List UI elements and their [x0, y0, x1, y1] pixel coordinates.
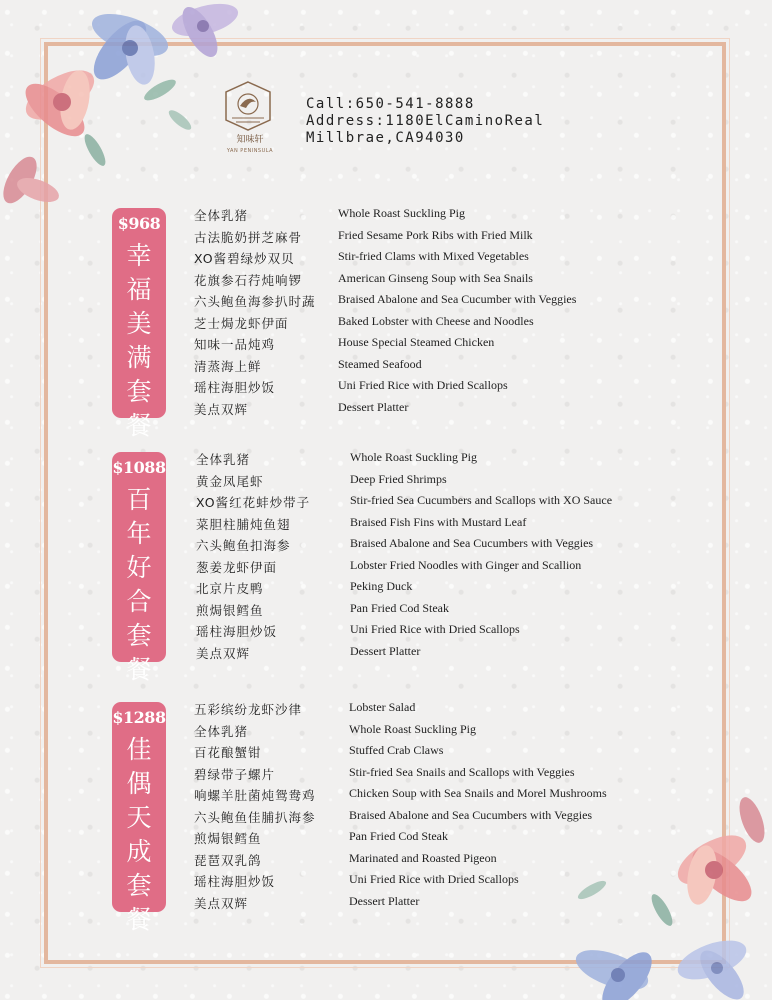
menu-item-chinese: 六头鲍鱼扣海参: [196, 538, 291, 553]
logo-chinese-name: 知味轩: [236, 135, 264, 145]
menu-item-english: Stir-fried Clams with Mixed Vegetables: [338, 249, 529, 263]
menu-item-chinese: XO酱红花蚌炒带子: [196, 495, 311, 510]
logo-english-name: YAN PENINSULA: [226, 148, 274, 154]
menu-item-chinese: 瑶柱海胆炒饭: [194, 874, 276, 889]
set-name: 幸 福 美 满 套 餐: [126, 241, 152, 440]
menu-item-chinese: 黄金凤尾虾: [196, 473, 264, 489]
menu-item-english: Lobster Fried Noodles with Ginger and Scallion: [350, 557, 582, 572]
menu-item-chinese: 碧绿带子螺片: [194, 766, 276, 782]
menu-item-english: Fried Sesame Pork Ribs with Fried Milk: [338, 227, 533, 242]
menu-item-chinese: 花旗参石荇炖响锣: [194, 272, 303, 288]
menu-item-english: Braised Abalone and Sea Cucumber with Veggies: [338, 292, 577, 306]
menu-item-chinese: 全体乳猪: [194, 208, 249, 223]
menu-item-english: Marinated and Roasted Pigeon: [349, 850, 497, 865]
set-name: 佳 偶 天 成 套 餐: [126, 735, 152, 934]
menu-item-english: Whole Roast Suckling Pig: [350, 450, 477, 464]
menu-item-english: Uni Fried Rice with Dried Scallops: [338, 378, 508, 392]
address-line-2: Millbrae,CA94030: [306, 130, 465, 146]
set-badge-1088: [112, 452, 166, 684]
menu-item-chinese: 琵琶双乳鸽: [194, 852, 262, 868]
contact-block: [306, 96, 544, 147]
menu-item-chinese: 百花酿蟹钳: [194, 745, 262, 760]
menu-item-chinese: 北京片皮鸭: [196, 581, 264, 596]
address-line-1: Address:1180ElCaminoReal: [306, 113, 545, 129]
menu-item-chinese: 清蒸海上鲜: [194, 358, 262, 374]
menu-item-chinese: 六头鲍鱼海参扒时蔬: [194, 294, 316, 309]
menu-item-english: Stir-fried Sea Cucumbers and Scallops with XO Sauce: [350, 493, 613, 507]
menu-item-english: Uni Fried Rice with Dried Scallops: [350, 622, 520, 636]
menu-item-english: Deep Fried Shrimps: [350, 471, 447, 486]
menu-item-chinese: XO酱碧绿炒双贝: [194, 251, 295, 266]
phone-text: Call:650-541-8888: [306, 96, 475, 112]
menu-item-english: Pan Fried Cod Steak: [349, 829, 448, 843]
menu-item-chinese: 菜胆柱脯炖鱼翅: [196, 516, 291, 532]
set-badge-1288: [112, 702, 166, 934]
menu-item-chinese: 知味一品炖鸡: [194, 337, 276, 352]
menu-item-english: Dessert Platter: [350, 643, 421, 658]
menu-item-english: Dessert Platter: [338, 399, 409, 414]
menu-item-chinese: 瑶柱海胆炒饭: [194, 380, 276, 395]
set-name: 百 年 好 合 套 餐: [126, 485, 152, 684]
menu-item-chinese: 芝士焗龙虾伊面: [194, 315, 289, 331]
menu-item-english: Braised Abalone and Sea Cucumbers with Veggies: [349, 807, 593, 822]
menu-item-english: Pan Fried Cod Steak: [350, 600, 449, 615]
menu-item-chinese: 全体乳猪: [196, 452, 251, 467]
menu-item-english: Braised Fish Fins with Mustard Leaf: [350, 514, 527, 529]
menu-item-english: American Ginseng Soup with Sea Snails: [338, 270, 533, 285]
menu-item-english: Steamed Seafood: [338, 356, 422, 371]
menu-item-english: Chicken Soup with Sea Snails and Morel Mushrooms: [349, 786, 607, 800]
menu-item-english: Dessert Platter: [349, 893, 420, 908]
menu-item-english: Braised Abalone and Sea Cucumbers with Veggies: [350, 536, 594, 550]
menu-item-english: Whole Roast Suckling Pig: [338, 206, 465, 220]
menu-item-english: Stuffed Crab Claws: [349, 743, 444, 757]
menu-item-chinese: 美点双辉: [196, 645, 251, 661]
menu-item-chinese: 美点双辉: [194, 401, 249, 417]
set-price: $1288: [112, 708, 166, 727]
menu-item-english: Uni Fried Rice with Dried Scallops: [349, 872, 519, 886]
menu-item-english: Baked Lobster with Cheese and Noodles: [338, 313, 534, 328]
menu-item-english: House Special Steamed Chicken: [338, 335, 495, 349]
set-price: $968: [117, 214, 161, 233]
menu-item-chinese: 响螺羊肚菌炖鸳鸯鸡: [194, 788, 316, 803]
menu-item-chinese: 煎焗银鳕鱼: [196, 602, 264, 618]
set-price: $1088: [112, 458, 166, 477]
menu-item-english: Lobster Salad: [349, 700, 416, 714]
menu-item-english: Whole Roast Suckling Pig: [349, 721, 476, 736]
menu-item-chinese: 全体乳猪: [194, 723, 249, 739]
menu-item-english: Peking Duck: [350, 579, 413, 593]
menu-item-chinese: 五彩缤纷龙虾沙律: [194, 702, 303, 717]
set-badge-968: [112, 208, 166, 440]
menu-item-chinese: 六头鲍鱼佳脯扒海参: [194, 809, 316, 825]
menu-item-chinese: 葱姜龙虾伊面: [196, 559, 278, 575]
menu-item-chinese: 美点双辉: [194, 895, 249, 911]
menu-item-chinese: 瑶柱海胆炒饭: [196, 624, 278, 639]
menu-item-english: Stir-fried Sea Snails and Scallops with Veggies: [349, 764, 575, 779]
menu-item-chinese: 煎焗银鳕鱼: [194, 831, 262, 846]
menu-item-chinese: 古法脆奶拼芝麻骨: [194, 229, 303, 245]
